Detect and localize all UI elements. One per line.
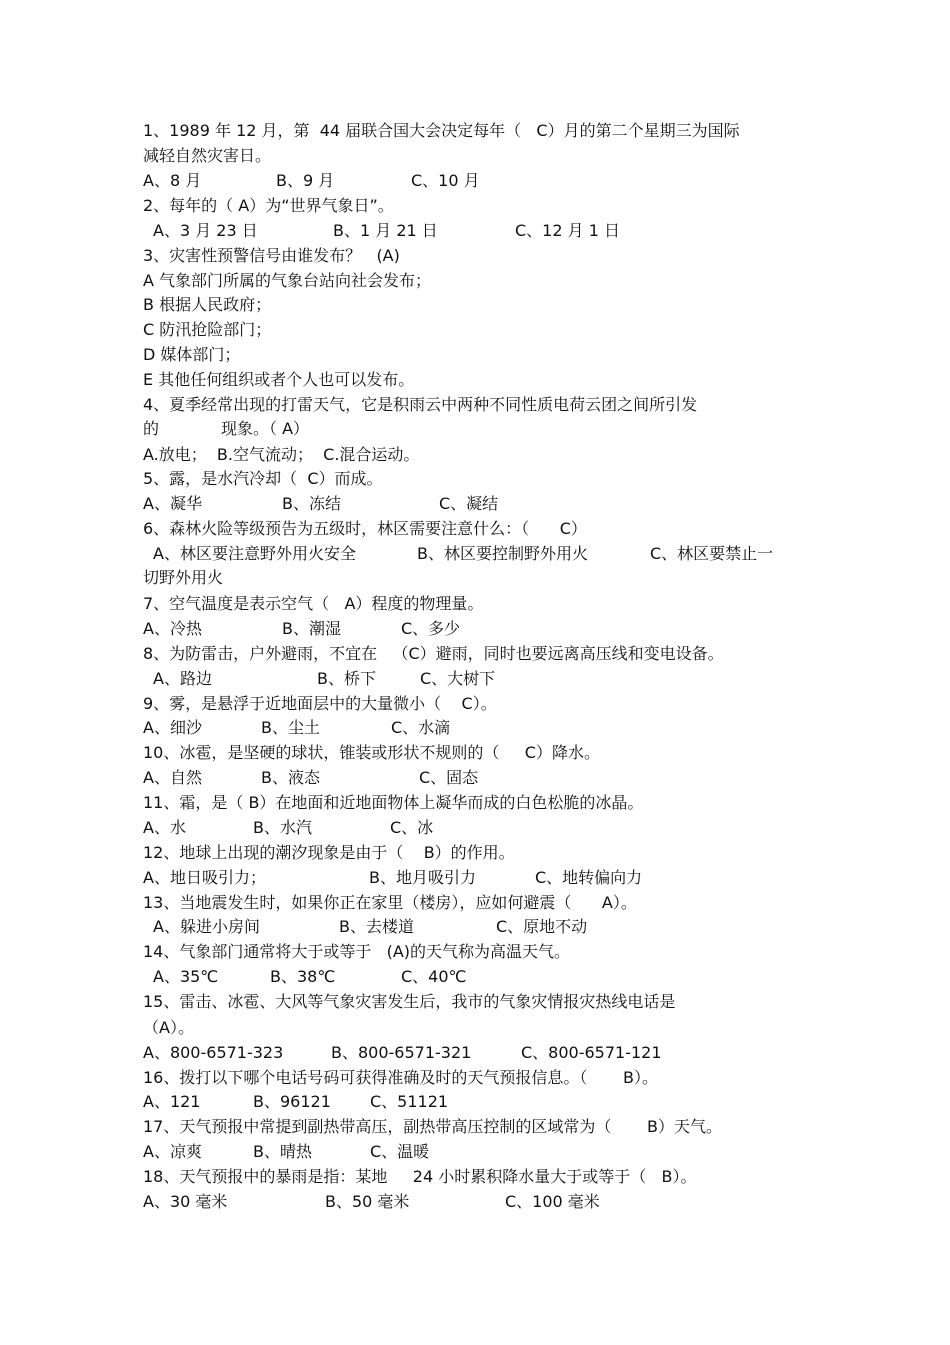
question-13-text: 13、当地震发生时，如果你正在家里（楼房），应如何避震（ A）。 xyxy=(143,893,637,912)
question-7-text: 7、空气温度是表示空气（ A）程度的物理量。 xyxy=(143,594,484,613)
option-c: C、地转偏向力 xyxy=(535,868,643,887)
option-a: A、凝华 xyxy=(143,494,202,513)
question-3-option-b: B 根据人民政府； xyxy=(143,295,272,314)
option-a: A、自然 xyxy=(143,768,202,787)
option-a: A、35℃ xyxy=(153,967,219,986)
question-2-text: 2、每年的（ A）为“世界气象日”。 xyxy=(143,196,394,215)
option-b: B、水汽 xyxy=(253,818,312,837)
option-b: B、晴热 xyxy=(253,1142,312,1161)
option-c: C、水滴 xyxy=(391,718,451,737)
question-3-option-e: E 其他任何组织或者个人也可以发布。 xyxy=(143,370,415,389)
option-a: A、地日吸引力； xyxy=(143,868,266,887)
question-6-text: 6、森林火险等级预告为五级时，林区需要注意什么：（ C） xyxy=(143,519,587,538)
option-c: C、多少 xyxy=(401,619,461,638)
question-16-options xyxy=(143,1090,449,1114)
option-a: A、30 毫米 xyxy=(143,1192,228,1211)
question-2-options xyxy=(143,219,620,243)
question-3-text: 3、灾害性预警信号由谁发布？ (A) xyxy=(143,246,400,265)
option-a: A、8 月 xyxy=(143,171,202,190)
question-11-options xyxy=(143,816,434,840)
question-11-text: 11、霜，是（ B）在地面和近地面物体上凝华而成的白色松脆的冰晶。 xyxy=(143,793,644,812)
option-a: A、冷热 xyxy=(143,619,202,638)
option-c: C、10 月 xyxy=(411,171,480,190)
option-b: B、去楼道 xyxy=(339,917,414,936)
question-15-options xyxy=(143,1041,662,1065)
question-13-options xyxy=(143,915,588,939)
question-15-text: 15、雷击、冰雹、大风等气象灾害发生后，我市的气象灾情报灾热线电话是 xyxy=(143,992,676,1011)
option-a: A、水 xyxy=(143,818,186,837)
question-8-text: 8、为防雷击，户外避雨，不宜在 （C）避雨，同时也要远离高压线和变电设备。 xyxy=(143,644,724,663)
option-b: B、潮湿 xyxy=(282,619,341,638)
question-18-text: 18、天气预报中的暴雨是指：某地 24 小时累积降水量大于或等于（ B）。 xyxy=(143,1167,697,1186)
option-a: A、凉爽 xyxy=(143,1142,202,1161)
option-b: B、桥下 xyxy=(317,669,376,688)
option-b: B、尘土 xyxy=(261,718,320,737)
option-c: C、冰 xyxy=(390,818,434,837)
question-1-text: 1、1989 年 12 月，第 44 届联合国大会决定每年（ C）月的第二个星期三为国际 xyxy=(143,121,740,140)
option-c: C、51121 xyxy=(370,1092,449,1111)
question-6-option-c-continued: 切野外用火 xyxy=(143,568,224,587)
option-c: C、温暖 xyxy=(370,1142,430,1161)
question-3-option-a: A 气象部门所属的气象台站向社会发布； xyxy=(143,271,432,290)
question-4-text: 4、夏季经常出现的打雷天气，它是积雨云中两种不同性质电荷云团之间所引发 xyxy=(143,395,698,414)
option-c: C、40℃ xyxy=(401,967,467,986)
question-5-text: 5、露，是水汽冷却（ C）而成。 xyxy=(143,469,383,488)
question-16-text: 16、拨打以下哪个电话号码可获得准确及时的天气预报信息。（ B）。 xyxy=(143,1068,658,1087)
option-b: B、50 毫米 xyxy=(325,1192,410,1211)
text-fragment: 的 xyxy=(143,419,160,438)
option-b: B、38℃ xyxy=(270,967,336,986)
option-c: C、100 毫米 xyxy=(505,1192,600,1211)
option-a: A、121 xyxy=(143,1092,201,1111)
option-c: C、大树下 xyxy=(420,669,496,688)
option-c: C、凝结 xyxy=(439,494,499,513)
option-b: B、液态 xyxy=(261,768,320,787)
option-c: C、12 月 1 日 xyxy=(515,221,620,240)
question-8-options xyxy=(143,667,496,691)
option-a: A、800-6571-323 xyxy=(143,1043,284,1062)
question-3-option-d: D 媒体部门； xyxy=(143,345,241,364)
question-9-text: 9、雾，是悬浮于近地面层中的大量微小（ C）。 xyxy=(143,694,497,713)
question-17-options xyxy=(143,1140,430,1164)
question-17-text: 17、天气预报中常提到副热带高压，副热带高压控制的区域常为（ B）天气。 xyxy=(143,1117,722,1136)
option-b: B、96121 xyxy=(253,1092,331,1111)
question-12-text: 12、地球上出现的潮汐现象是由于（ B）的作用。 xyxy=(143,843,515,862)
question-15-text-continued: （A）。 xyxy=(143,1018,194,1037)
option-a: A、躲进小房间 xyxy=(153,917,260,936)
option-b: B、9 月 xyxy=(276,171,335,190)
option-b: B、800-6571-321 xyxy=(331,1043,472,1062)
option-c: C、林区要禁止一 xyxy=(650,544,774,563)
question-10-options xyxy=(143,766,479,790)
question-9-options xyxy=(143,716,451,740)
option-a: A、3 月 23 日 xyxy=(153,221,258,240)
option-a: A、细沙 xyxy=(143,718,202,737)
question-7-options xyxy=(143,617,461,641)
text-fragment: 现象。（ A） xyxy=(221,419,310,438)
option-a: A、林区要注意野外用火安全 xyxy=(153,544,356,563)
question-14-options xyxy=(143,965,467,989)
option-b: B、冻结 xyxy=(282,494,341,513)
question-5-options xyxy=(143,492,499,516)
question-1-text-continued: 减轻自然灾害日。 xyxy=(143,146,272,165)
question-18-options xyxy=(143,1190,600,1214)
question-12-options xyxy=(143,866,643,890)
question-6-options xyxy=(143,542,774,566)
option-c: C、固态 xyxy=(419,768,479,787)
option-c: C、800-6571-121 xyxy=(521,1043,662,1062)
option-b: B、地月吸引力 xyxy=(369,868,476,887)
question-14-text: 14、气象部门通常将大于或等于 (A)的天气称为高温天气。 xyxy=(143,942,571,961)
option-b: B、1 月 21 日 xyxy=(333,221,438,240)
question-4-text-continued xyxy=(143,417,310,441)
question-4-options: A.放电； B.空气流动； C.混合运动。 xyxy=(143,445,420,464)
option-a: A、路边 xyxy=(153,669,212,688)
option-c: C、原地不动 xyxy=(496,917,588,936)
question-3-option-c: C 防汛抢险部门； xyxy=(143,320,272,339)
question-1-options xyxy=(143,169,480,193)
option-b: B、林区要控制野外用火 xyxy=(417,544,588,563)
question-10-text: 10、冰雹，是坚硬的球状，锥装或形状不规则的（ C）降水。 xyxy=(143,743,600,762)
